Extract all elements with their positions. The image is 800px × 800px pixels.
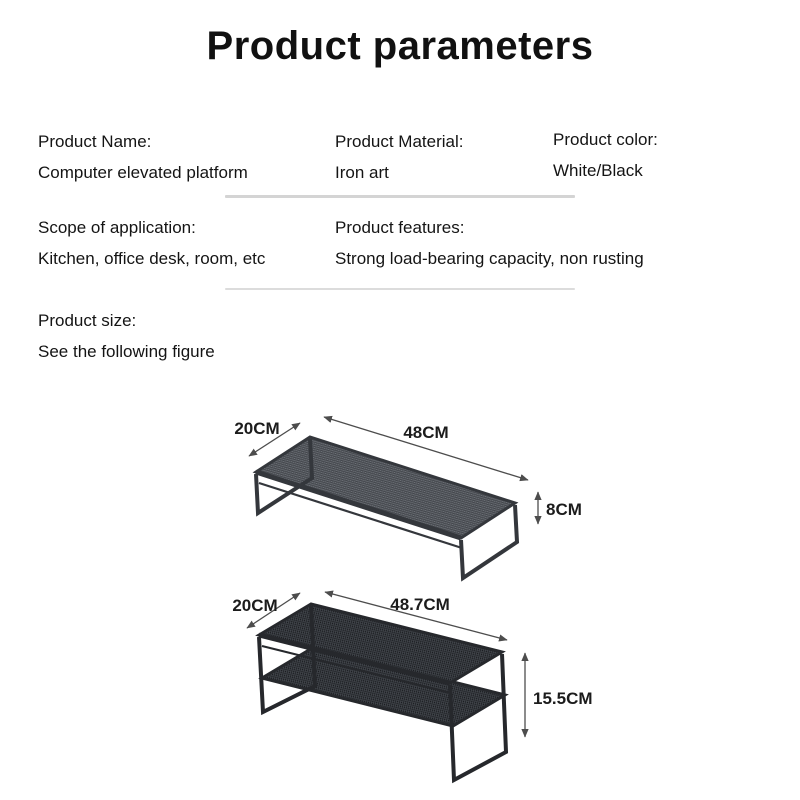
figure1-height-dimension-label: 8CM — [546, 500, 582, 519]
spec-value-product-material: Iron art — [335, 163, 389, 182]
spec-label-product-material: Product Material: — [335, 132, 464, 151]
figure-double-tier-stand — [232, 592, 592, 780]
spec-value-product-name: Computer elevated platform — [38, 163, 248, 182]
spec-value-scope-of-application: Kitchen, office desk, room, etc — [38, 249, 266, 268]
spec-label-product-color: Product color: — [553, 130, 658, 149]
spec-label-product-size: Product size: — [38, 311, 137, 330]
figure2-length-dimension-label: 48.7CM — [390, 595, 450, 614]
spec-value-product-features: Strong load-bearing capacity, non rusting — [335, 249, 644, 268]
spec-label-scope-of-application: Scope of application: — [38, 218, 196, 237]
figure1-depth-dimension-label: 20CM — [234, 419, 280, 438]
figure1-length-dimension-label: 48CM — [403, 423, 449, 442]
spec-label-product-features: Product features: — [335, 218, 465, 237]
figure2-height-dimension-label: 15.5CM — [533, 689, 593, 708]
spec-label-product-name: Product Name: — [38, 132, 152, 151]
figure2-depth-dimension-label: 20CM — [232, 596, 278, 615]
figure-single-tier-stand — [234, 417, 582, 578]
page-title: Product parameters — [206, 24, 594, 68]
spec-value-product-size: See the following figure — [38, 342, 215, 361]
spec-value-product-color: White/Black — [553, 161, 643, 180]
